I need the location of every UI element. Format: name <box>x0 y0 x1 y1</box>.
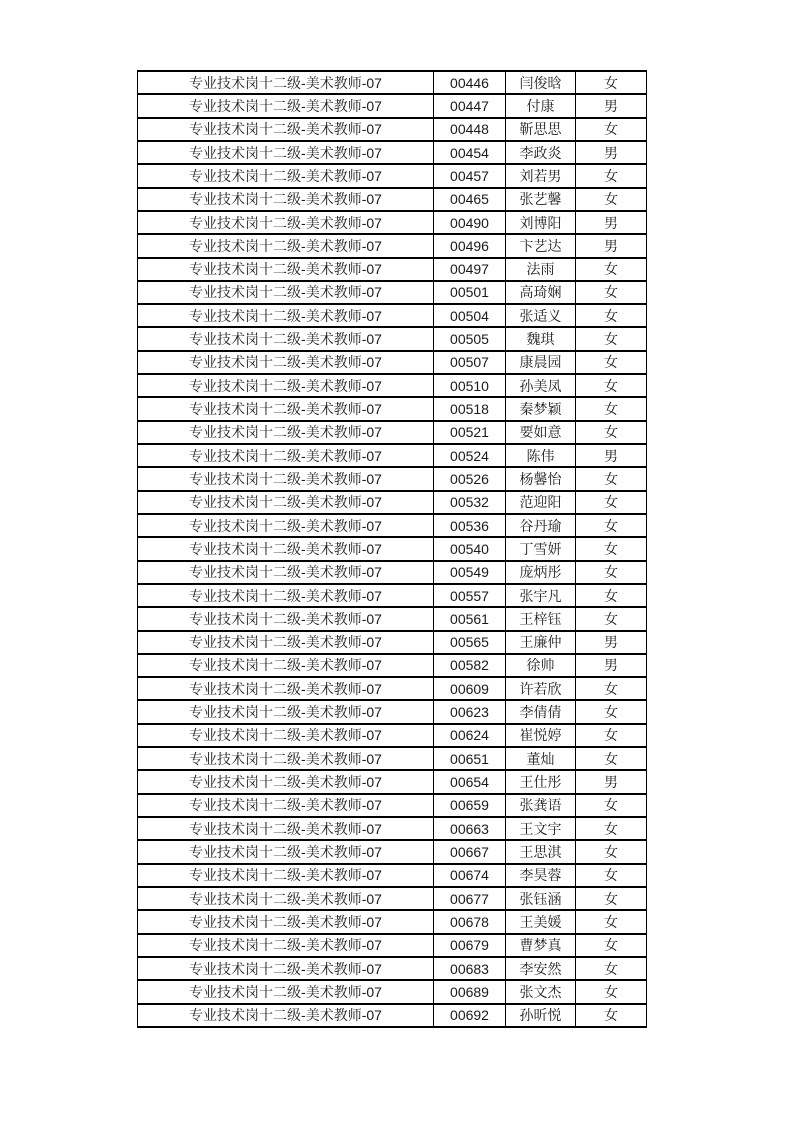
cell-number: 00540 <box>434 537 506 560</box>
table-row <box>138 700 647 723</box>
cell-name: 丁雪妍 <box>506 537 576 560</box>
cell-gender: 男 <box>576 444 647 467</box>
table-row <box>138 607 647 630</box>
cell-name: 范迎阳 <box>506 491 576 514</box>
table-row <box>138 491 647 514</box>
cell-position: 专业技术岗十二级-美术教师-07 <box>138 584 434 607</box>
cell-gender: 男 <box>576 211 647 234</box>
cell-number: 00521 <box>434 421 506 444</box>
table-row <box>138 188 647 211</box>
cell-number: 00667 <box>434 840 506 863</box>
cell-gender: 女 <box>576 304 647 327</box>
cell-number: 00496 <box>434 234 506 257</box>
cell-position: 专业技术岗十二级-美术教师-07 <box>138 397 434 420</box>
cell-name: 王美媛 <box>506 910 576 933</box>
table-row <box>138 817 647 840</box>
cell-position: 专业技术岗十二级-美术教师-07 <box>138 957 434 980</box>
cell-name: 张文杰 <box>506 980 576 1003</box>
cell-number: 00505 <box>434 327 506 350</box>
cell-position: 专业技术岗十二级-美术教师-07 <box>138 980 434 1003</box>
cell-position: 专业技术岗十二级-美术教师-07 <box>138 374 434 397</box>
cell-name: 孙昕悦 <box>506 1004 576 1028</box>
cell-number: 00679 <box>434 934 506 957</box>
cell-name: 王梓钰 <box>506 607 576 630</box>
cell-number: 00677 <box>434 887 506 910</box>
table-row <box>138 934 647 957</box>
cell-gender: 女 <box>576 421 647 444</box>
cell-position: 专业技术岗十二级-美术教师-07 <box>138 537 434 560</box>
cell-number: 00454 <box>434 141 506 164</box>
cell-position: 专业技术岗十二级-美术教师-07 <box>138 724 434 747</box>
table-row <box>138 910 647 933</box>
cell-name: 张适义 <box>506 304 576 327</box>
cell-name: 张艺馨 <box>506 188 576 211</box>
cell-gender: 女 <box>576 607 647 630</box>
cell-gender: 女 <box>576 351 647 374</box>
table-row <box>138 537 647 560</box>
table-row <box>138 514 647 537</box>
table-row <box>138 654 647 677</box>
cell-position: 专业技术岗十二级-美术教师-07 <box>138 817 434 840</box>
cell-name: 庞炳彤 <box>506 561 576 584</box>
cell-number: 00447 <box>434 94 506 117</box>
cell-number: 00557 <box>434 584 506 607</box>
cell-position: 专业技术岗十二级-美术教师-07 <box>138 71 434 94</box>
cell-name: 谷丹瑜 <box>506 514 576 537</box>
cell-number: 00526 <box>434 467 506 490</box>
cell-name: 刘若男 <box>506 164 576 187</box>
cell-position: 专业技术岗十二级-美术教师-07 <box>138 118 434 141</box>
cell-number: 00490 <box>434 211 506 234</box>
cell-position: 专业技术岗十二级-美术教师-07 <box>138 94 434 117</box>
table-row <box>138 351 647 374</box>
cell-number: 00674 <box>434 864 506 887</box>
cell-position: 专业技术岗十二级-美术教师-07 <box>138 234 434 257</box>
cell-gender: 女 <box>576 700 647 723</box>
cell-name: 魏琪 <box>506 327 576 350</box>
cell-number: 00518 <box>434 397 506 420</box>
cell-position: 专业技术岗十二级-美术教师-07 <box>138 327 434 350</box>
cell-number: 00501 <box>434 281 506 304</box>
cell-name: 王思淇 <box>506 840 576 863</box>
cell-position: 专业技术岗十二级-美术教师-07 <box>138 700 434 723</box>
table-row <box>138 864 647 887</box>
cell-gender: 女 <box>576 980 647 1003</box>
cell-number: 00507 <box>434 351 506 374</box>
cell-gender: 女 <box>576 397 647 420</box>
cell-gender: 女 <box>576 467 647 490</box>
roster-table-body <box>138 71 647 1027</box>
cell-name: 陈伟 <box>506 444 576 467</box>
cell-gender: 男 <box>576 654 647 677</box>
table-row <box>138 327 647 350</box>
cell-name: 高琦娴 <box>506 281 576 304</box>
cell-position: 专业技术岗十二级-美术教师-07 <box>138 654 434 677</box>
cell-number: 00465 <box>434 188 506 211</box>
cell-name: 孙美凤 <box>506 374 576 397</box>
cell-gender: 女 <box>576 584 647 607</box>
table-row <box>138 234 647 257</box>
cell-number: 00524 <box>434 444 506 467</box>
cell-position: 专业技术岗十二级-美术教师-07 <box>138 281 434 304</box>
table-row <box>138 980 647 1003</box>
cell-gender: 女 <box>576 957 647 980</box>
table-row <box>138 584 647 607</box>
cell-number: 00624 <box>434 724 506 747</box>
cell-gender: 男 <box>576 94 647 117</box>
cell-position: 专业技术岗十二级-美术教师-07 <box>138 887 434 910</box>
cell-number: 00659 <box>434 794 506 817</box>
table-row <box>138 677 647 700</box>
cell-name: 李倩倩 <box>506 700 576 723</box>
cell-position: 专业技术岗十二级-美术教师-07 <box>138 864 434 887</box>
cell-gender: 女 <box>576 374 647 397</box>
cell-gender: 女 <box>576 258 647 281</box>
cell-name: 法雨 <box>506 258 576 281</box>
cell-position: 专业技术岗十二级-美术教师-07 <box>138 188 434 211</box>
cell-position: 专业技术岗十二级-美术教师-07 <box>138 421 434 444</box>
cell-position: 专业技术岗十二级-美术教师-07 <box>138 840 434 863</box>
cell-number: 00678 <box>434 910 506 933</box>
cell-name: 董灿 <box>506 747 576 770</box>
cell-position: 专业技术岗十二级-美术教师-07 <box>138 141 434 164</box>
cell-position: 专业技术岗十二级-美术教师-07 <box>138 211 434 234</box>
table-row <box>138 94 647 117</box>
table-row <box>138 770 647 793</box>
cell-position: 专业技术岗十二级-美术教师-07 <box>138 631 434 654</box>
cell-number: 00561 <box>434 607 506 630</box>
cell-position: 专业技术岗十二级-美术教师-07 <box>138 444 434 467</box>
table-row <box>138 281 647 304</box>
cell-number: 00549 <box>434 561 506 584</box>
cell-number: 00536 <box>434 514 506 537</box>
cell-gender: 女 <box>576 188 647 211</box>
cell-position: 专业技术岗十二级-美术教师-07 <box>138 467 434 490</box>
cell-gender: 女 <box>576 71 647 94</box>
cell-gender: 女 <box>576 561 647 584</box>
cell-number: 00609 <box>434 677 506 700</box>
cell-position: 专业技术岗十二级-美术教师-07 <box>138 607 434 630</box>
cell-number: 00582 <box>434 654 506 677</box>
cell-name: 王廉仲 <box>506 631 576 654</box>
cell-name: 王仕彤 <box>506 770 576 793</box>
cell-gender: 女 <box>576 794 647 817</box>
table-row <box>138 164 647 187</box>
cell-gender: 女 <box>576 1004 647 1028</box>
cell-position: 专业技术岗十二级-美术教师-07 <box>138 770 434 793</box>
cell-name: 张宇凡 <box>506 584 576 607</box>
table-row <box>138 71 647 94</box>
cell-number: 00446 <box>434 71 506 94</box>
cell-number: 00565 <box>434 631 506 654</box>
cell-name: 付康 <box>506 94 576 117</box>
cell-gender: 女 <box>576 747 647 770</box>
cell-name: 李安然 <box>506 957 576 980</box>
cell-name: 秦梦颖 <box>506 397 576 420</box>
cell-number: 00457 <box>434 164 506 187</box>
cell-gender: 女 <box>576 514 647 537</box>
table-row <box>138 397 647 420</box>
cell-position: 专业技术岗十二级-美术教师-07 <box>138 561 434 584</box>
cell-number: 00504 <box>434 304 506 327</box>
cell-number: 00448 <box>434 118 506 141</box>
cell-gender: 女 <box>576 864 647 887</box>
cell-position: 专业技术岗十二级-美术教师-07 <box>138 910 434 933</box>
cell-gender: 男 <box>576 770 647 793</box>
table-row <box>138 631 647 654</box>
cell-name: 卞艺达 <box>506 234 576 257</box>
cell-name: 张龚语 <box>506 794 576 817</box>
table-row <box>138 840 647 863</box>
cell-position: 专业技术岗十二级-美术教师-07 <box>138 491 434 514</box>
table-row <box>138 887 647 910</box>
cell-number: 00683 <box>434 957 506 980</box>
table-row <box>138 957 647 980</box>
applicant-roster-table <box>137 70 647 1028</box>
cell-position: 专业技术岗十二级-美术教师-07 <box>138 934 434 957</box>
cell-gender: 男 <box>576 631 647 654</box>
cell-name: 崔悦婷 <box>506 724 576 747</box>
cell-gender: 女 <box>576 934 647 957</box>
cell-gender: 女 <box>576 677 647 700</box>
table-row <box>138 118 647 141</box>
cell-gender: 女 <box>576 887 647 910</box>
cell-gender: 女 <box>576 491 647 514</box>
cell-gender: 女 <box>576 164 647 187</box>
table-row <box>138 141 647 164</box>
cell-name: 王文宇 <box>506 817 576 840</box>
table-row <box>138 724 647 747</box>
table-row <box>138 258 647 281</box>
table-row <box>138 374 647 397</box>
cell-name: 许若欣 <box>506 677 576 700</box>
cell-number: 00654 <box>434 770 506 793</box>
cell-name: 刘博阳 <box>506 211 576 234</box>
cell-name: 康晨园 <box>506 351 576 374</box>
cell-number: 00689 <box>434 980 506 1003</box>
table-row <box>138 794 647 817</box>
cell-name: 杨馨怡 <box>506 467 576 490</box>
cell-gender: 男 <box>576 141 647 164</box>
cell-gender: 女 <box>576 910 647 933</box>
cell-gender: 女 <box>576 724 647 747</box>
cell-gender: 女 <box>576 537 647 560</box>
cell-name: 要如意 <box>506 421 576 444</box>
cell-number: 00532 <box>434 491 506 514</box>
table-row <box>138 561 647 584</box>
cell-position: 专业技术岗十二级-美术教师-07 <box>138 258 434 281</box>
cell-gender: 女 <box>576 118 647 141</box>
table-row <box>138 421 647 444</box>
cell-position: 专业技术岗十二级-美术教师-07 <box>138 351 434 374</box>
cell-name: 闫俊晗 <box>506 71 576 94</box>
cell-position: 专业技术岗十二级-美术教师-07 <box>138 164 434 187</box>
cell-position: 专业技术岗十二级-美术教师-07 <box>138 304 434 327</box>
cell-name: 曹梦真 <box>506 934 576 957</box>
cell-name: 徐帅 <box>506 654 576 677</box>
cell-position: 专业技术岗十二级-美术教师-07 <box>138 747 434 770</box>
cell-gender: 女 <box>576 840 647 863</box>
cell-name: 张钰涵 <box>506 887 576 910</box>
cell-number: 00663 <box>434 817 506 840</box>
cell-position: 专业技术岗十二级-美术教师-07 <box>138 514 434 537</box>
cell-number: 00497 <box>434 258 506 281</box>
cell-name: 李政炎 <box>506 141 576 164</box>
cell-number: 00510 <box>434 374 506 397</box>
table-row <box>138 747 647 770</box>
cell-gender: 女 <box>576 327 647 350</box>
cell-position: 专业技术岗十二级-美术教师-07 <box>138 677 434 700</box>
table-row <box>138 467 647 490</box>
table-row <box>138 211 647 234</box>
cell-gender: 女 <box>576 281 647 304</box>
cell-position: 专业技术岗十二级-美术教师-07 <box>138 794 434 817</box>
cell-number: 00651 <box>434 747 506 770</box>
cell-name: 李昊蓉 <box>506 864 576 887</box>
cell-position: 专业技术岗十二级-美术教师-07 <box>138 1004 434 1028</box>
table-row <box>138 1004 647 1028</box>
table-row <box>138 444 647 467</box>
table-row <box>138 304 647 327</box>
cell-number: 00692 <box>434 1004 506 1028</box>
cell-name: 靳思思 <box>506 118 576 141</box>
cell-gender: 女 <box>576 817 647 840</box>
cell-gender: 男 <box>576 234 647 257</box>
cell-number: 00623 <box>434 700 506 723</box>
